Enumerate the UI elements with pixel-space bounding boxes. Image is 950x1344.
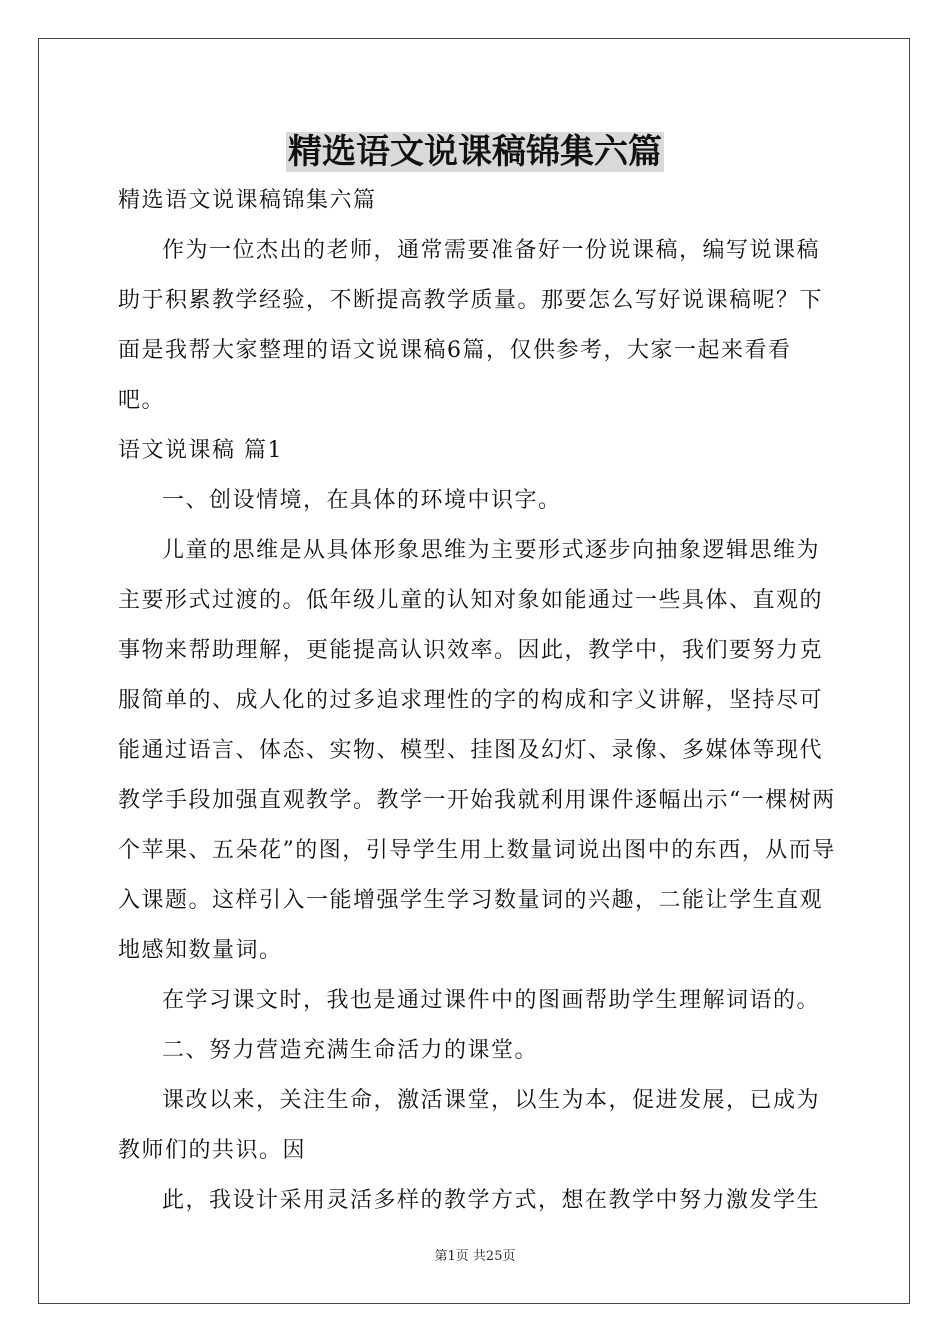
paragraph-design: 此，我设计采用灵活多样的教学方式，想在教学中努力激发学生 — [162, 1188, 821, 1213]
paragraph-thinking: 儿童的思维是从具体形象思维为主要形式逐步向抽象逻辑思维为主要形式过渡的。低年级儿童的认知对象如能通过一些具体、直观的事物来帮助理解，更能提高认识效率。因此，教学中，我们要努力克服简单的、成人化的过多追求理性的字的构成和字义讲解，坚持尽可能通过语言、体态、实物、模型、挂图及幻灯、录像、多媒体等现代教学手段加强直观教学。教学一开始我就利用课件逐幅出示“一棵树两个苹果、五朵花”的图，引导学生用上数量词说出图中的东西，从而导入课题。这样引入一能增强学生学习数量词的兴趣，二能让学生直观地感知数量词。 — [118, 538, 836, 963]
document-title — [0, 126, 950, 178]
paragraph-learning: 在学习课文时，我也是通过课件中的图画帮助学生理解词语的。 — [162, 988, 821, 1013]
section-heading: 语文说课稿 篇1 — [118, 438, 283, 463]
paragraph-reform: 课改以来，关注生命，激活课堂，以生为本，促进发展，已成为教师们的共识。因 — [118, 1088, 821, 1163]
page-footer: 第1页 共25页 — [434, 1249, 516, 1264]
paragraph-intro: 作为一位杰出的老师，通常需要准备好一份说课稿，编写说课稿助于积累教学经验，不断提高教学质量。那要怎么写好说课稿呢？下面是我帮大家整理的语文说课稿6篇，仅供参考，大家一起来看看吧。 — [118, 238, 824, 413]
paragraph-point-one: 一、创设情境，在具体的环境中识字。 — [162, 488, 562, 513]
subtitle-line: 精选语文说课稿锦集六篇 — [118, 188, 377, 213]
document-body — [118, 176, 838, 1226]
paragraph-point-two: 二、努力营造充满生命活力的课堂。 — [162, 1038, 539, 1063]
document-title-text: 精选语文说课稿锦集六篇 — [288, 132, 662, 172]
